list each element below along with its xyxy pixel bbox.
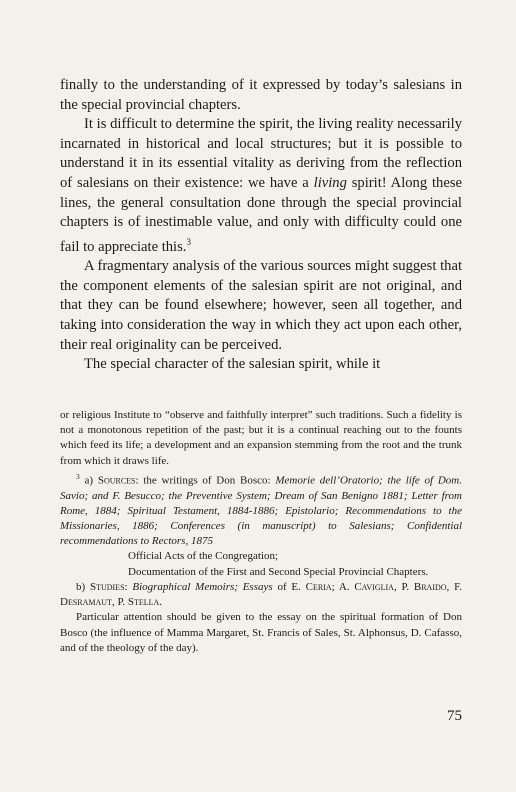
sources-titles: Memorie dell’Oratorio; the life of Dom. Savio; and F. Besucco; the Preventive System; Dream of San Benigno 1881; Letter from Rome, 1884; Spiritual Testament, 1884-1886; Epistolario; Recommendations to the Missionaries, 1886; Conferences (in manuscript) to Salesians; Confidential recommendations to Rectors, 1875	[60, 474, 462, 548]
studies-of: of	[277, 580, 287, 593]
paragraph-4: The special character of the salesian spirit, while it	[84, 356, 381, 373]
item-a-label: a)	[84, 474, 94, 487]
paragraph-1: finally to the understanding of it expressed by today’s salesians in the special provincial chapters.	[60, 77, 462, 113]
paragraph-2	[60, 115, 462, 257]
studies-label: Studies:	[89, 580, 128, 593]
page-number: 75	[447, 708, 462, 724]
studies-authors: E. Ceria; A. Caviglia, P. Braido, F. Desramaut, P. Stella.	[60, 580, 463, 609]
particular-attention: Particular attention should be given to the essay on the spiritual formation of Don Bosco (the influence of Mamma Margaret, St. Francis of Sales, St. Alphonsus, D. Cafasso, and of the theology of the day).	[60, 611, 462, 654]
footnote-3-studies	[60, 580, 462, 610]
studies-titles: Biographical Memoirs; Essays	[132, 580, 273, 593]
paragraph-2-start: It is difficult to determine the spirit, the living reality necessarily incarnated in historical and local structures; but it is possible to understand it in its essential vitality as deriving from the reflection of salesians on their existence: we have a	[60, 116, 462, 191]
emphasis-living: living	[313, 174, 347, 191]
footnotes	[60, 408, 462, 656]
item-b-label: b)	[76, 580, 86, 593]
footnote-3-sources	[60, 469, 462, 550]
sources-lead: the writings of Don Bosco:	[143, 474, 271, 487]
official-acts: Official Acts of the Congregation;	[128, 550, 279, 563]
documentation-line: Documentation of the First and Second Special Provincial Chapters.	[128, 565, 429, 578]
paragraph-3: A fragmentary analysis of the various sources might suggest that the component elements of the salesian spirit are not original, and that they can be found elsewhere; however, seen all together, and taking into consideration the way in which they act upon each other, their real originality can be perceived.	[60, 258, 462, 353]
sources-label: Sources:	[97, 474, 139, 487]
footnote-continuation: or religious Institute to “observe and faithfully interpret” such traditions. Such a fidelity is not a monotonous repetition of the past; but it is a continual reaching out to the founts which feed its life; a development and an expansion stemming from the root and the trunk from which it draws life.	[60, 409, 462, 467]
footnote-ref-3: 3	[186, 236, 191, 247]
footnote-3-mark: 3	[76, 471, 80, 481]
main-text	[60, 76, 462, 375]
paragraph-2-end: spirit! Along these lines, the general consultation done through the special provincial chapters is of inestimable value, and only with difficulty could one fail to appreciate this.	[60, 174, 462, 255]
